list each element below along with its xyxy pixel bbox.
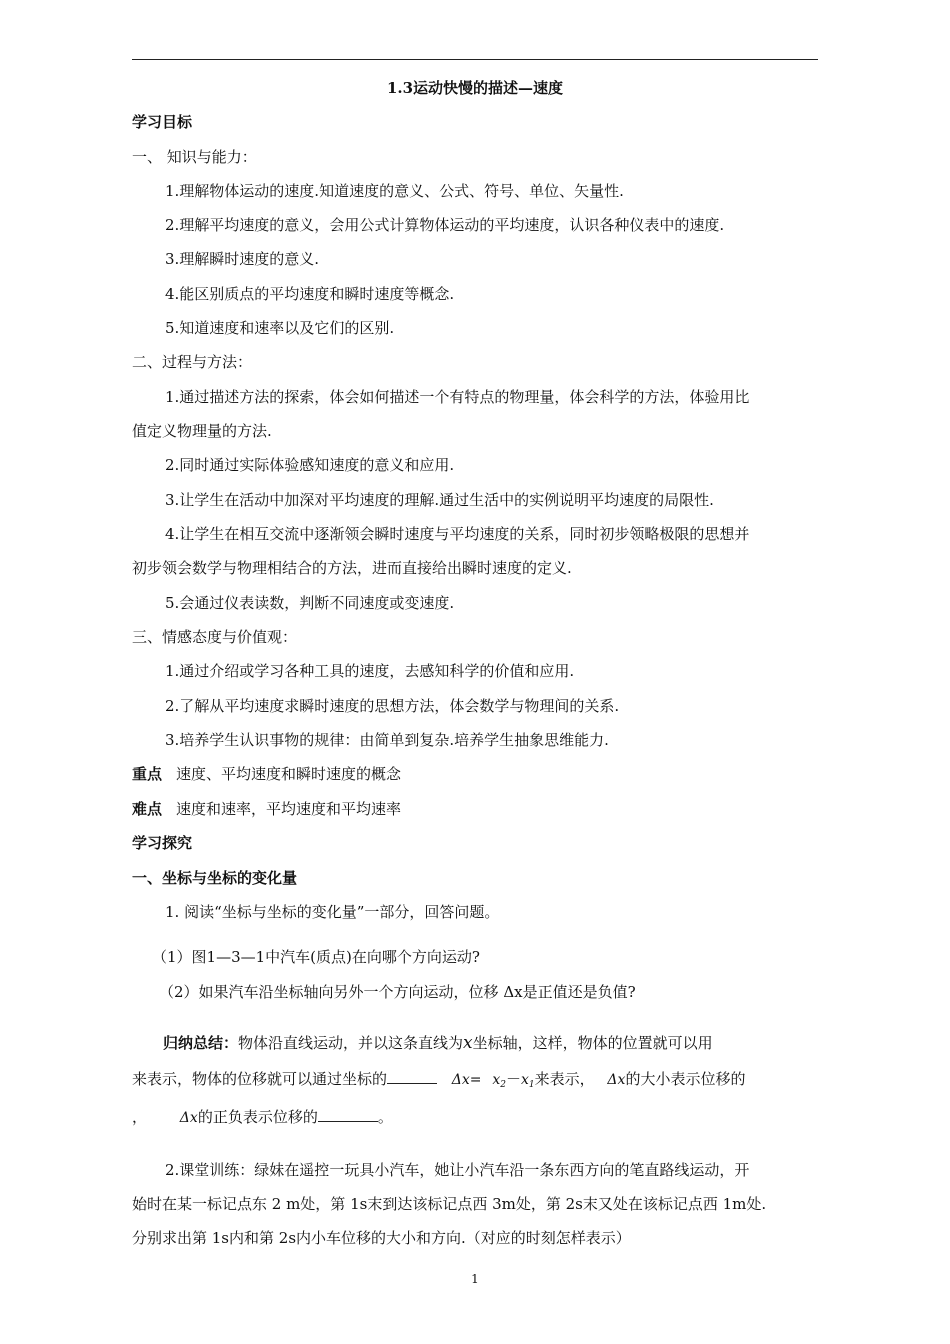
knowledge-item: 3.理解瞬时速度的意义. bbox=[165, 250, 320, 268]
explore-heading: 学习探究 bbox=[132, 834, 193, 852]
question-1: 1. 阅读“坐标与坐标的变化量”一部分，回答问题。 bbox=[165, 903, 500, 921]
practice-line: 分别求出第 1s内和第 2s内小车位移的大小和方向.（对应的时刻怎样表示） bbox=[132, 1229, 631, 1247]
attitude-item: 2.了解从平均速度求瞬时速度的思想方法，体会数学与物理间的关系. bbox=[165, 697, 620, 715]
knowledge-heading: 一、 知识与能力： bbox=[132, 148, 257, 166]
attitude-item: 3.培养学生认识事物的规律：由简单到复杂.培养学生抽象思维能力. bbox=[165, 731, 609, 749]
attitude-heading: 三、情感态度与价值观： bbox=[132, 628, 298, 646]
practice-line: 2.课堂训练：绿妹在遥控一玩具小汽车，她让小汽车沿一条东西方向的笔直路线运动，开 bbox=[165, 1161, 750, 1179]
summary-text: 坐标轴，这样，物体的位置就可以用 bbox=[472, 1034, 713, 1052]
formula-sub-1: 1 bbox=[528, 1080, 535, 1090]
process-heading: 二、过程与方法： bbox=[132, 353, 253, 371]
process-item: 1.通过描述方法的探索，体会如何描述一个有特点的物理量，体会科学的方法，体验用比 bbox=[165, 388, 750, 406]
process-item: 4.让学生在相互交流中逐渐领会瞬时速度与平均速度的关系，同时初步领略极限的思想并 bbox=[165, 525, 750, 543]
summary-label: 归纳总结： bbox=[163, 1034, 239, 1052]
summary-line-3 bbox=[132, 1107, 393, 1128]
process-item: 2.同时通过实际体验感知速度的意义和应用. bbox=[165, 456, 455, 474]
summary-text: 来表示，物体的位移就可以通过坐标的 bbox=[132, 1070, 388, 1088]
fill-blank[interactable] bbox=[387, 1069, 437, 1084]
process-item-continued: 值定义物理量的方法. bbox=[132, 422, 272, 440]
summary-text: ， bbox=[132, 1108, 148, 1126]
formula-sub-2: 2 bbox=[500, 1080, 506, 1090]
goals-heading: 学习目标 bbox=[132, 113, 193, 131]
summary-line-1 bbox=[163, 1033, 713, 1053]
key-label: 重点 bbox=[132, 765, 163, 783]
formula-x2: x bbox=[492, 1072, 501, 1088]
attitude-item: 1.通过介绍或学习各种工具的速度，去感知科学的价值和应用. bbox=[165, 662, 575, 680]
document-title: 1.3运动快慢的描述—速度 bbox=[386, 79, 564, 97]
x-axis-symbol: x bbox=[463, 1033, 473, 1053]
question-1-2: （2）如果汽车沿坐标轴向另外一个方向运动，位移 Δx是正值还是负值? bbox=[159, 983, 636, 1001]
key-point bbox=[132, 764, 401, 784]
process-item: 3.让学生在活动中加深对平均速度的理解.通过生活中的实例说明平均速度的局限性. bbox=[165, 491, 714, 509]
summary-text: 物体沿直线运动，并以这条直线为 bbox=[238, 1034, 464, 1052]
coord-heading: 一、坐标与坐标的变化量 bbox=[132, 869, 298, 887]
delta-x: Δx bbox=[179, 1110, 198, 1126]
summary-text: 来表示， bbox=[534, 1070, 595, 1088]
difficulty-point bbox=[132, 799, 401, 819]
formula-delta: Δx= bbox=[451, 1072, 482, 1088]
formula-x1: x bbox=[520, 1072, 529, 1088]
header-rule bbox=[132, 59, 818, 60]
summary-text: 。 bbox=[377, 1108, 393, 1126]
key-text: 速度、平均速度和瞬时速度的概念 bbox=[176, 765, 402, 783]
knowledge-item: 2.理解平均速度的意义，会用公式计算物体运动的平均速度，认识各种仪表中的速度. bbox=[165, 216, 725, 234]
summary-line-2 bbox=[132, 1069, 745, 1095]
summary-text: 的大小表示位移的 bbox=[625, 1070, 746, 1088]
page-number: 1 bbox=[471, 1272, 479, 1286]
difficulty-label: 难点 bbox=[132, 800, 163, 818]
knowledge-item: 5.知道速度和速率以及它们的区别. bbox=[165, 319, 395, 337]
practice-line: 始时在某一标记点东 2 m处，第 1s末到达该标记点西 3m处，第 2s末又处在该标记点西 1m处. bbox=[132, 1195, 767, 1213]
process-item-continued: 初步领会数学与物理相结合的方法，进而直接给出瞬时速度的定义. bbox=[132, 559, 572, 577]
fill-blank[interactable] bbox=[318, 1107, 378, 1122]
knowledge-item: 1.理解物体运动的速度.知道速度的意义、公式、符号、单位、矢量性. bbox=[165, 182, 624, 200]
delta-x: Δx bbox=[607, 1072, 626, 1088]
knowledge-item: 4.能区别质点的平均速度和瞬时速度等概念. bbox=[165, 285, 455, 303]
process-item: 5.会通过仪表读数，判断不同速度或变速度. bbox=[165, 594, 455, 612]
question-1-1: （1）图1—3—1中汽车(质点)在向哪个方向运动? bbox=[152, 948, 480, 966]
formula-minus: － bbox=[505, 1070, 521, 1088]
difficulty-text: 速度和速率，平均速度和平均速率 bbox=[176, 800, 402, 818]
summary-text: 的正负表示位移的 bbox=[197, 1108, 318, 1126]
